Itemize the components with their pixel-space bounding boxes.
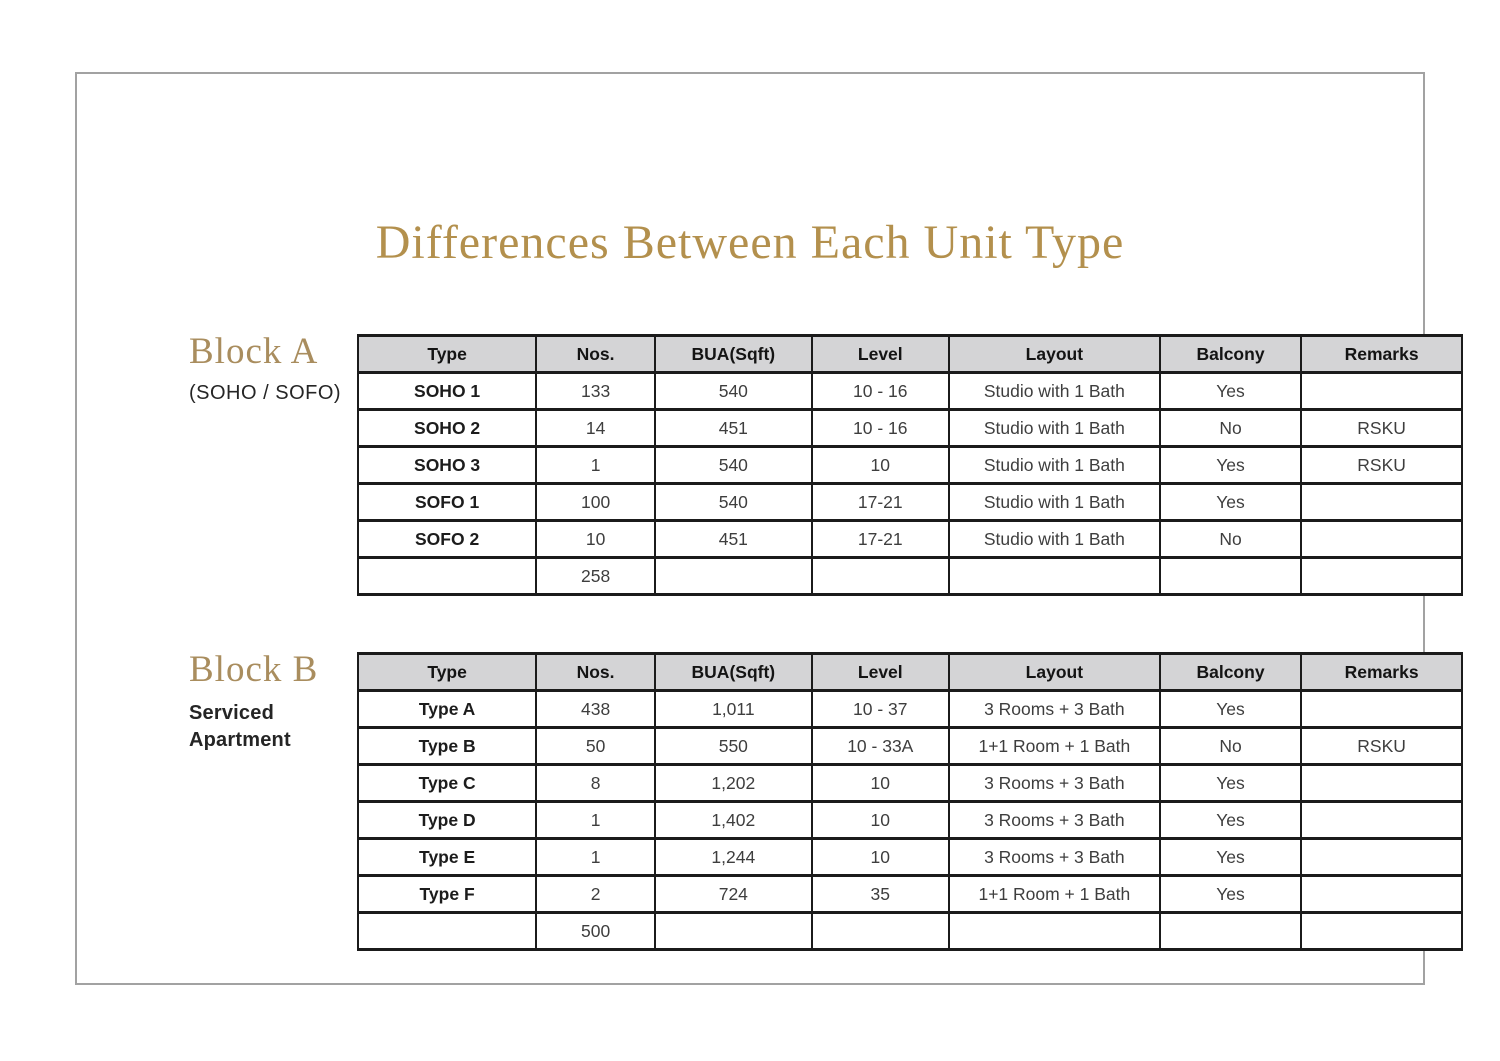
cell-type: SOHO 3	[358, 447, 536, 484]
table-row	[358, 728, 1462, 765]
cell-type: Type F	[358, 876, 536, 913]
cell-nos: 14	[536, 410, 655, 447]
cell-balcony: Yes	[1160, 484, 1301, 521]
cell-bua: 724	[655, 876, 812, 913]
cell-balcony: No	[1160, 728, 1301, 765]
cell-layout: 3 Rooms + 3 Bath	[949, 802, 1160, 839]
column-header-remarks: Remarks	[1301, 336, 1462, 373]
content-card	[75, 72, 1425, 985]
cell-remarks	[1301, 765, 1462, 802]
cell-bua: 451	[655, 410, 812, 447]
cell-bua: 540	[655, 484, 812, 521]
cell-bua: 540	[655, 447, 812, 484]
cell-remarks	[1301, 802, 1462, 839]
cell-empty	[812, 558, 949, 595]
table-row	[358, 876, 1462, 913]
cell-balcony: No	[1160, 410, 1301, 447]
column-header-bua: BUA(Sqft)	[655, 336, 812, 373]
cell-bua: 540	[655, 373, 812, 410]
cell-layout: 1+1 Room + 1 Bath	[949, 876, 1160, 913]
block-b-name: Block B	[189, 649, 319, 690]
column-header-type: Type	[358, 336, 536, 373]
column-header-bua: BUA(Sqft)	[655, 654, 812, 691]
cell-remarks: RSKU	[1301, 728, 1462, 765]
cell-balcony: Yes	[1160, 876, 1301, 913]
column-header-layout: Layout	[949, 336, 1160, 373]
block-a-name: Block A	[189, 331, 319, 372]
cell-level: 10	[812, 765, 949, 802]
cell-type: Type B	[358, 728, 536, 765]
cell-balcony: No	[1160, 521, 1301, 558]
cell-balcony: Yes	[1160, 839, 1301, 876]
table-row	[358, 765, 1462, 802]
cell-nos: 10	[536, 521, 655, 558]
cell-balcony: Yes	[1160, 447, 1301, 484]
cell-total-nos: 500	[536, 913, 655, 950]
cell-level: 17-21	[812, 521, 949, 558]
cell-remarks	[1301, 876, 1462, 913]
cell-bua: 550	[655, 728, 812, 765]
block-b-subtitle: Serviced Apartment	[189, 702, 291, 751]
cell-remarks: RSKU	[1301, 447, 1462, 484]
cell-empty	[1160, 913, 1301, 950]
cell-bua: 1,202	[655, 765, 812, 802]
cell-nos: 1	[536, 447, 655, 484]
cell-empty	[358, 558, 536, 595]
cell-type: Type A	[358, 691, 536, 728]
cell-level: 10	[812, 802, 949, 839]
block-b-label	[189, 648, 354, 754]
block-a-label	[189, 330, 354, 405]
cell-layout: Studio with 1 Bath	[949, 484, 1160, 521]
page-title: Differences Between Each Unit Type	[375, 216, 1125, 269]
cell-bua: 451	[655, 521, 812, 558]
cell-remarks	[1301, 521, 1462, 558]
cell-nos: 2	[536, 876, 655, 913]
cell-empty	[1301, 558, 1462, 595]
cell-empty	[949, 913, 1160, 950]
cell-layout: Studio with 1 Bath	[949, 521, 1160, 558]
cell-bua: 1,011	[655, 691, 812, 728]
total-row	[358, 913, 1462, 950]
cell-level: 10 - 16	[812, 373, 949, 410]
table-row	[358, 484, 1462, 521]
unit-table-block-b	[357, 652, 1463, 951]
cell-level: 35	[812, 876, 949, 913]
cell-level: 17-21	[812, 484, 949, 521]
cell-type: SOFO 1	[358, 484, 536, 521]
cell-nos: 100	[536, 484, 655, 521]
cell-layout: 1+1 Room + 1 Bath	[949, 728, 1160, 765]
header-row	[358, 654, 1462, 691]
table-row	[358, 373, 1462, 410]
cell-remarks	[1301, 373, 1462, 410]
cell-empty	[949, 558, 1160, 595]
cell-layout: Studio with 1 Bath	[949, 447, 1160, 484]
cell-balcony: Yes	[1160, 373, 1301, 410]
cell-layout: 3 Rooms + 3 Bath	[949, 839, 1160, 876]
cell-type: Type E	[358, 839, 536, 876]
cell-layout: Studio with 1 Bath	[949, 373, 1160, 410]
header-row	[358, 336, 1462, 373]
column-header-balcony: Balcony	[1160, 654, 1301, 691]
column-header-nos: Nos.	[536, 654, 655, 691]
cell-empty	[655, 913, 812, 950]
cell-layout: Studio with 1 Bath	[949, 410, 1160, 447]
cell-level: 10	[812, 839, 949, 876]
table-row	[358, 802, 1462, 839]
cell-nos: 1	[536, 802, 655, 839]
cell-remarks	[1301, 691, 1462, 728]
cell-empty	[1301, 913, 1462, 950]
cell-balcony: Yes	[1160, 802, 1301, 839]
cell-type: Type D	[358, 802, 536, 839]
cell-level: 10 - 33A	[812, 728, 949, 765]
cell-empty	[812, 913, 949, 950]
cell-bua: 1,402	[655, 802, 812, 839]
table-row	[358, 839, 1462, 876]
table-row	[358, 447, 1462, 484]
column-header-layout: Layout	[949, 654, 1160, 691]
cell-layout: 3 Rooms + 3 Bath	[949, 691, 1160, 728]
column-header-balcony: Balcony	[1160, 336, 1301, 373]
block-a-subtitle: (SOHO / SOFO)	[189, 382, 342, 404]
cell-level: 10 - 37	[812, 691, 949, 728]
cell-type: SOHO 2	[358, 410, 536, 447]
cell-nos: 50	[536, 728, 655, 765]
cell-total-nos: 258	[536, 558, 655, 595]
column-header-remarks: Remarks	[1301, 654, 1462, 691]
cell-balcony: Yes	[1160, 765, 1301, 802]
cell-remarks	[1301, 839, 1462, 876]
unit-table-block-a	[357, 334, 1463, 596]
column-header-nos: Nos.	[536, 336, 655, 373]
cell-empty	[655, 558, 812, 595]
cell-empty	[358, 913, 536, 950]
cell-balcony: Yes	[1160, 691, 1301, 728]
cell-bua: 1,244	[655, 839, 812, 876]
cell-type: SOHO 1	[358, 373, 536, 410]
cell-level: 10	[812, 447, 949, 484]
column-header-type: Type	[358, 654, 536, 691]
column-header-level: Level	[812, 336, 949, 373]
cell-remarks: RSKU	[1301, 410, 1462, 447]
table-row	[358, 521, 1462, 558]
cell-empty	[1160, 558, 1301, 595]
table-row	[358, 691, 1462, 728]
total-row	[358, 558, 1462, 595]
cell-type: Type C	[358, 765, 536, 802]
cell-nos: 133	[536, 373, 655, 410]
cell-nos: 1	[536, 839, 655, 876]
column-header-level: Level	[812, 654, 949, 691]
cell-level: 10 - 16	[812, 410, 949, 447]
cell-nos: 438	[536, 691, 655, 728]
cell-nos: 8	[536, 765, 655, 802]
cell-layout: 3 Rooms + 3 Bath	[949, 765, 1160, 802]
cell-type: SOFO 2	[358, 521, 536, 558]
cell-remarks	[1301, 484, 1462, 521]
table-row	[358, 410, 1462, 447]
